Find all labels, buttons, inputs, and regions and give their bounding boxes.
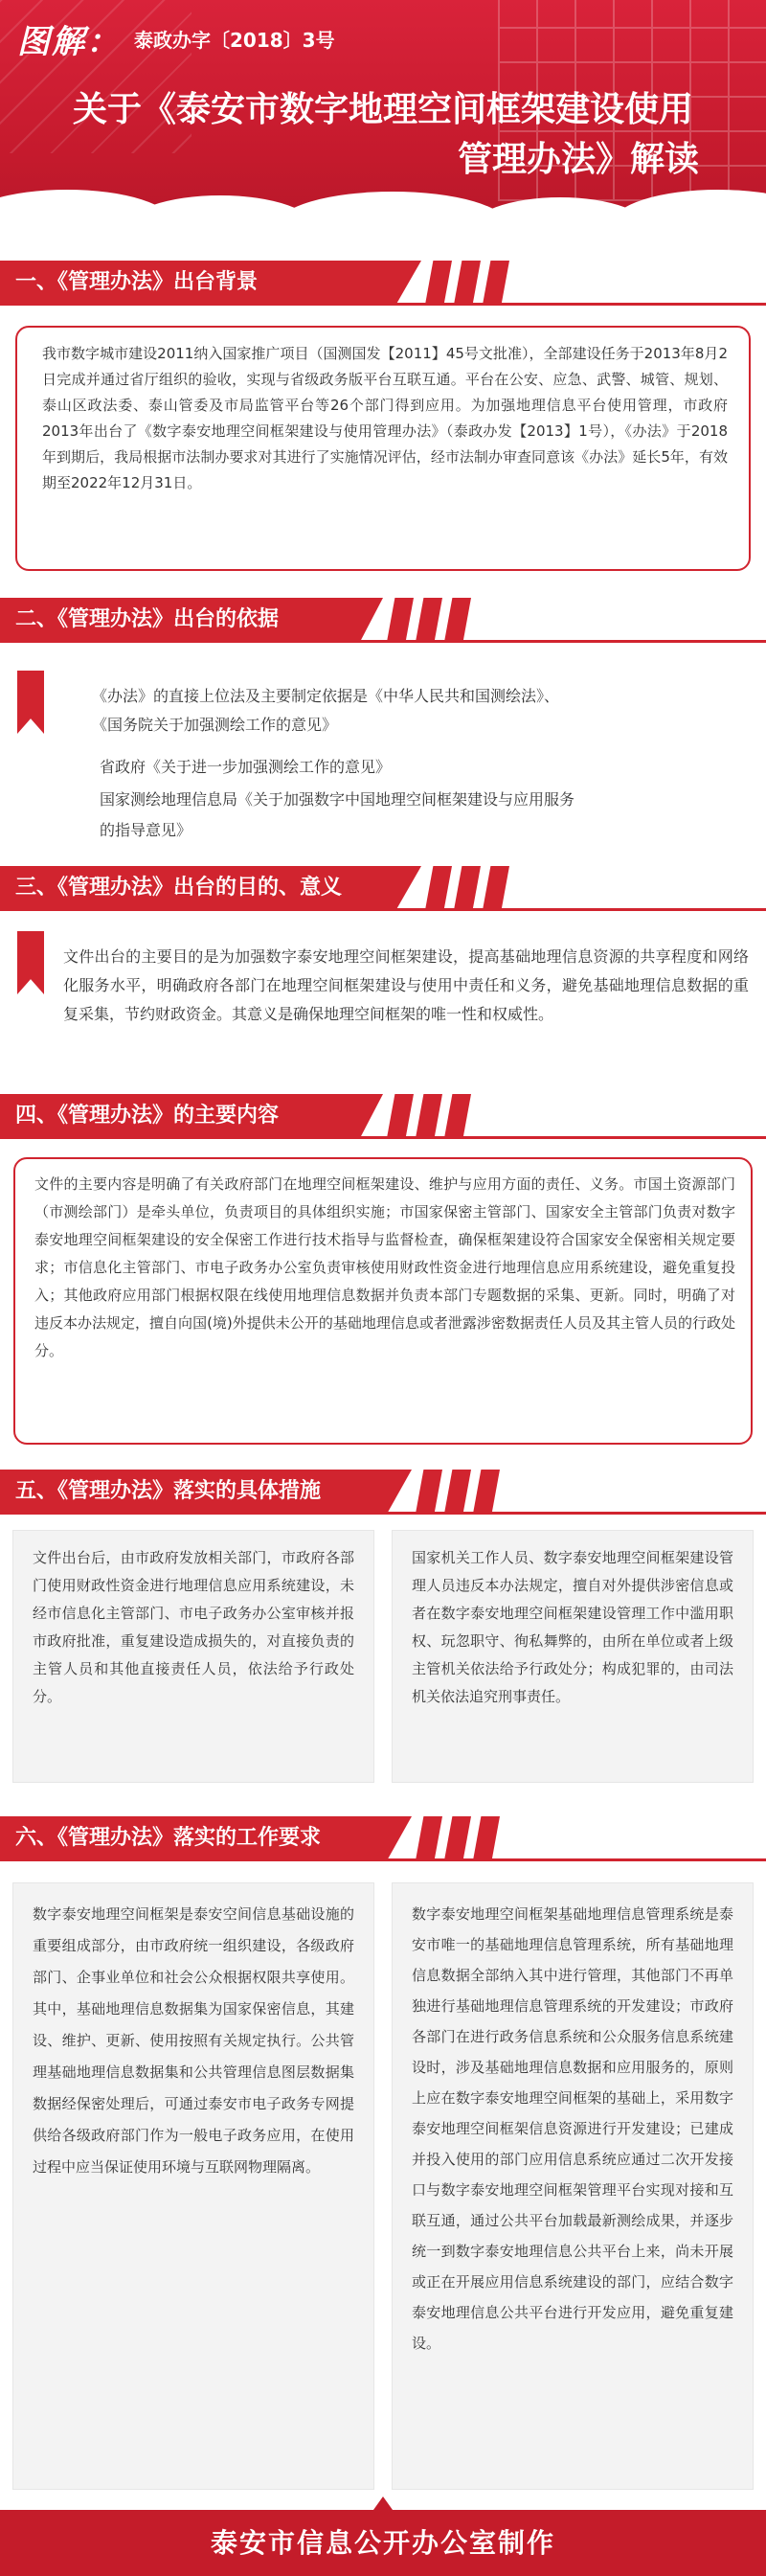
chevron-decoration: [483, 261, 509, 305]
bookmark-icon: [17, 931, 44, 994]
section-heading-purpose: [0, 866, 766, 910]
document-number: 泰政办字〔2018〕3号: [134, 29, 335, 52]
chevron-decoration: [416, 1470, 442, 1514]
chevron-decoration: [473, 1816, 500, 1860]
content-text: 文件的主要内容是明确了有关政府部门在地理空间框架建设、维护与应用方面的责任、义务。市国土资源部门（市测绘部门）是牵头单位，负责项目的具体组织实施；市国家保密主管部门、国家安全主管部门负责对数字泰安地理空间框架建设的安全保密工作进行技术指导与监督检查，确保框架建设符合国家安全保密相关规定要求；市信息化主管部门、市电子政务办公室负责审核使用财政性资金进行地理信息应用系统建设，避免重复投入；其他政府应用部门根据权限在线使用地理信息数据并负责本部门专题数据的采集、更新。同时，明确了对违反本办法规定，擅自向国(境)外提供未公开的基础地理信息或者泄露涉密数据责任人员及其主管人员的行政处分。: [34, 1175, 735, 1359]
purpose-text: 文件出台的主要目的是为加强数字泰安地理空间框架建设，提高基础地理信息资源的共享程度和网络化服务水平，明确政府各部门在地理空间框架建设与使用中责任和义务，避免基础地理信息数据的重复采集，节约财政资金。其意义是确保地理空间框架的唯一性和权威性。: [63, 947, 749, 1023]
chevron-decoration: [454, 866, 481, 910]
footer-notch: [373, 2496, 393, 2510]
footer-banner: [0, 2510, 766, 2576]
section-heading-measures: [0, 1470, 766, 1514]
chevron-decoration: [425, 261, 452, 305]
section-title: 二、《管理办法》出台的依据: [15, 607, 280, 631]
section-heading-content: [0, 1094, 766, 1138]
chevron-decoration: [387, 598, 414, 642]
page-title-line2: 管理办法》解读: [457, 140, 699, 179]
chevron-decoration: [483, 866, 509, 910]
requirements-right-text: 数字泰安地理空间框架基础地理信息管理系统是泰安市唯一的基础地理信息管理系统，所有基础地理信息数据全部纳入其中进行管理，其他部门不再单独进行基础地理信息管理系统的开发建设；市政府各部门在进行政务信息系统和公众服务信息系统建设时，涉及基础地理信息数据和应用服务的，原则上应在数字泰安地理空间框架的基础上，采用数字泰安地理空间框架信息资源进行开发建设；已建成并投入使用的部门应用信息系统应通过二次开发接口与数字泰安地理空间框架管理平台实现对接和互联互通，通过公共平台加载最新测绘成果，并逐步统一到数字泰安地理信息公共平台上来，尚未开展或正在开展应用信息系统建设的部门，应结合数字泰安地理信息公共平台进行开发应用，避免重复建设。: [412, 1905, 733, 2352]
chevron-decoration: [444, 1094, 471, 1138]
chevron-decoration: [444, 598, 471, 642]
background-box: [15, 326, 751, 571]
requirements-right-card: [393, 1883, 753, 2489]
basis-line: 国家测绘地理信息局《关于加强数字中国地理空间框架建设与应用服务: [100, 790, 575, 809]
content-box: [13, 1157, 753, 1445]
background-text: 我市数字城市建设2011纳入国家推广项目（国测国发【2011】45号文批准），全部建设任务于2013年8月2日完成并通过省厅组织的验收，实现与省级政务版平台互联互通。平台在公安、应急、武警、城管、规划、泰山区政法委、泰山管委及市局监管平台等26个部门得到应用。为加强地理信息平台使用管理，市政府2013年出台了《数字泰安地理空间框架建设与使用管理办法》（泰政办发【2013】1号），《办法》于2018年到期后，我局根据市法制办要求对其进行了实施情况评估，经市法制办审查同意该《办法》延长5年，有效期至2022年12月31日。: [42, 345, 728, 491]
section-title: 一、《管理办法》出台背景: [15, 270, 259, 294]
chevron-decoration: [425, 866, 452, 910]
section-title: 六、《管理办法》落实的工作要求: [15, 1826, 322, 1850]
chevron-decoration: [416, 1816, 442, 1860]
requirements-left-text: 数字泰安地理空间框架是泰安空间信息基础设施的重要组成部分，由市政府统一组织建设，各级政府部门、企事业单位和社会公众根据权限共享使用。其中，基础地理信息数据集为国家保密信息，其建设、维护、更新、使用按照有关规定执行。公共管理基础地理信息数据集和公共管理信息图层数据集数据经保密处理后，可通过泰安市电子政务专网提供给各级政府部门作为一般电子政务应用，在使用过程中应当保证使用环境与互联网物理隔离。: [33, 1905, 354, 2176]
basis-line: 的指导意见》: [100, 821, 192, 839]
measures-left-card: [13, 1531, 373, 1782]
measures-left-text: 文件出台后，由市政府发放相关部门，市政府各部门使用财政性资金进行地理信息应用系统建设，未经市信息化主管部门、市电子政务办公室审核并报市政府批准，重复建设造成损失的，对直接负责的主管人员和其他直接责任人员，依法给予行政处分。: [33, 1549, 354, 1705]
chevron-decoration: [416, 598, 442, 642]
chevron-decoration: [444, 1470, 471, 1514]
chevron-decoration: [444, 1816, 471, 1860]
basis-line: 《办法》的直接上位法及主要制定依据是《中华人民共和国测绘法》、: [92, 687, 560, 705]
measures-right-card: [393, 1531, 753, 1782]
section-title: 四、《管理办法》的主要内容: [15, 1104, 280, 1128]
page-title-line1: 关于《泰安市数字地理空间框架建设使用: [72, 90, 693, 129]
chevron-decoration: [387, 1094, 414, 1138]
chevron-decoration: [454, 261, 481, 305]
basis-line: 《国务院关于加强测绘工作的意见》: [92, 716, 338, 734]
chevron-decoration: [416, 1094, 442, 1138]
requirements-left-card: [13, 1883, 373, 2489]
illustration-badge: 图解：: [17, 23, 121, 61]
section-heading-basis: [0, 598, 766, 642]
footer-text: 泰安市信息公开办公室制作: [210, 2527, 555, 2559]
section-title: 三、《管理办法》出台的目的、意义: [15, 876, 343, 900]
basis-line: 省政府《关于进一步加强测绘工作的意见》: [100, 758, 392, 776]
bookmark-icon: [17, 671, 44, 734]
cloud-decoration: [278, 192, 507, 220]
section-title: 五、《管理办法》落实的具体措施: [15, 1479, 322, 1503]
chevron-decoration: [473, 1470, 500, 1514]
section-heading-background: [0, 261, 766, 305]
header-banner: [0, 0, 766, 220]
measures-right-text: 国家机关工作人员、数字泰安地理空间框架建设管理人员违反本办法规定，擅自对外提供涉密信息或者在数字泰安地理空间框架建设管理工作中滥用职权、玩忽职守、徇私舞弊的，由所在单位或者上级主管机关依法给予行政处分；构成犯罪的，由司法机关依法追究刑事责任。: [412, 1549, 733, 1705]
section-heading-requirements: [0, 1816, 766, 1860]
